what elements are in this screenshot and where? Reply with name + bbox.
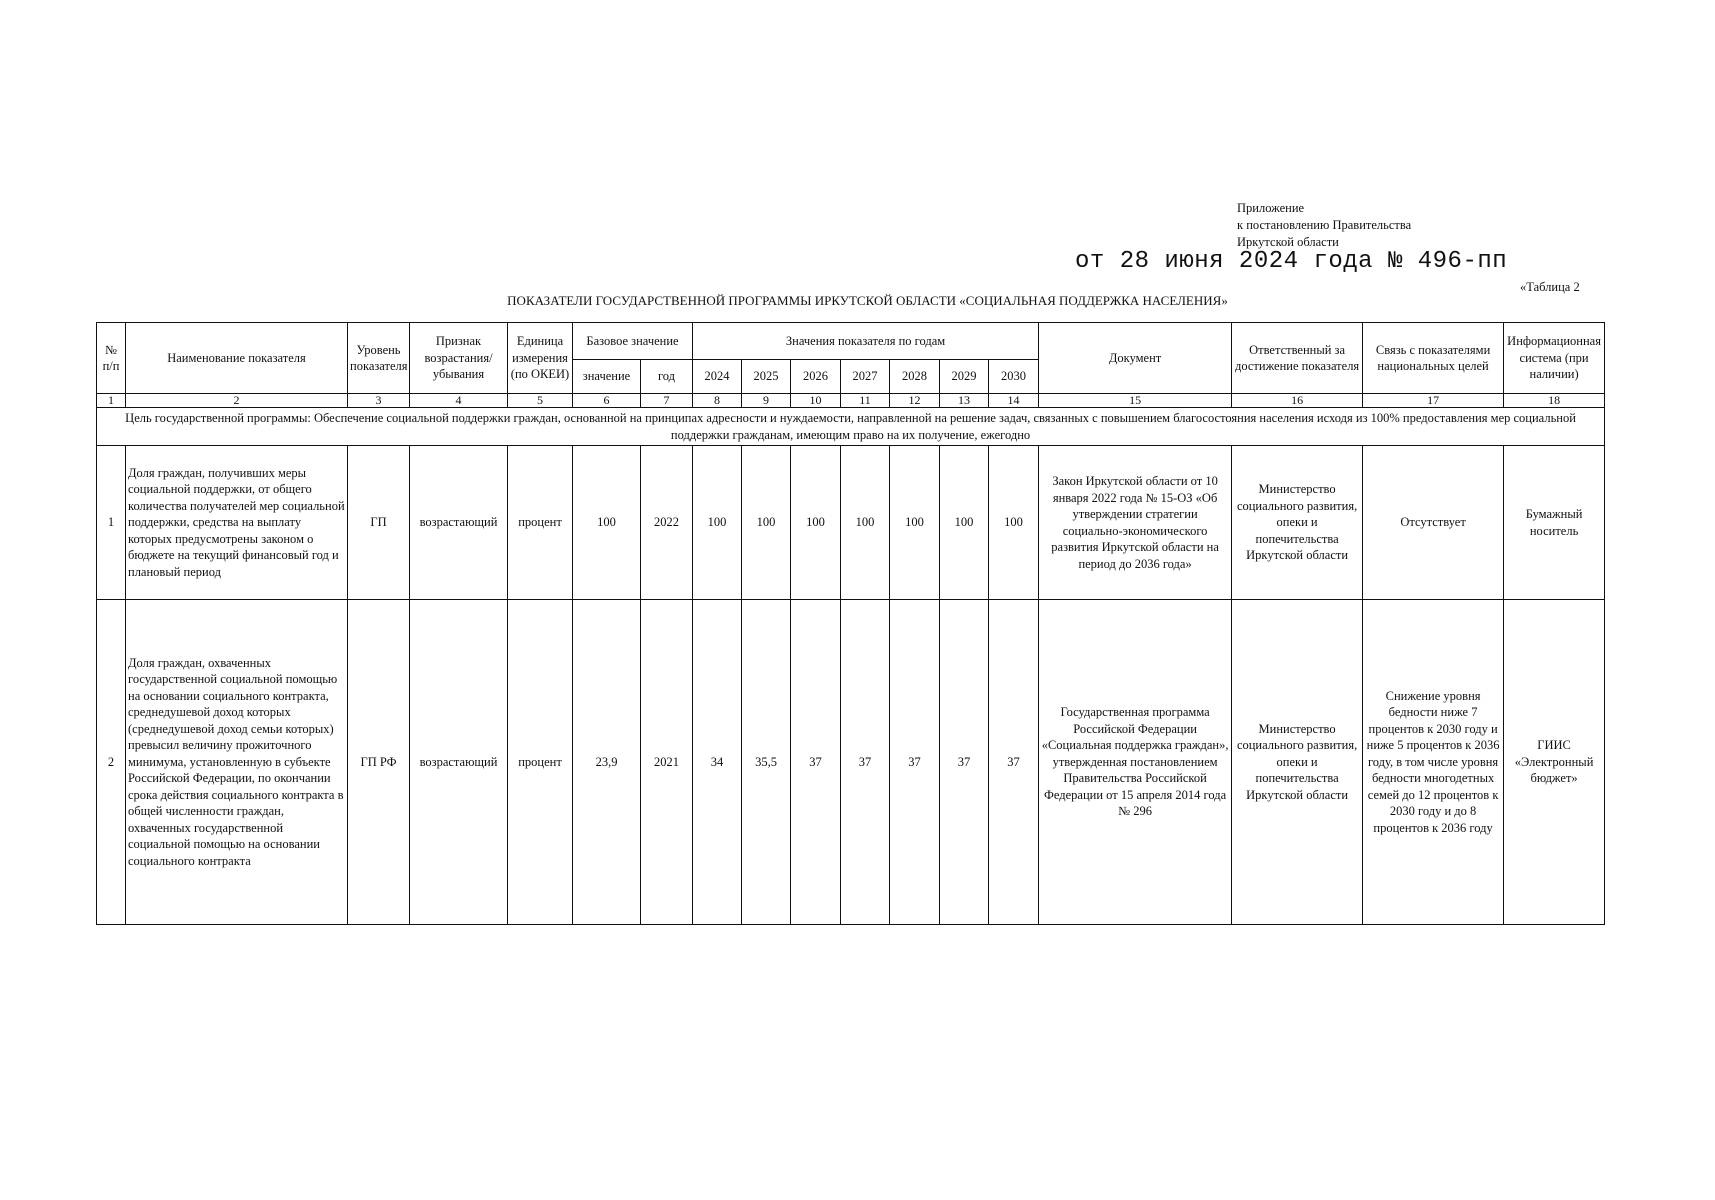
year-value: 100 bbox=[742, 446, 791, 600]
year-value: 37 bbox=[890, 600, 940, 925]
header-year: 2027 bbox=[841, 360, 890, 394]
annex-line: Приложение bbox=[1237, 201, 1305, 215]
table-row bbox=[97, 600, 1605, 925]
indicator-sign: возрастающий bbox=[410, 600, 508, 925]
indicator-name: Доля граждан, охваченных государственной социальной помощью на основании социального контракта, среднедушевой доход которых (среднедушевой доход семьи которых) превысил величину прожиточного минимума, установленную в субъекте Российской Федерации, по окончании срока действия социального контракта в общей численности граждан, охваченных государственной социальной помощью на основании социального контракта bbox=[126, 600, 348, 925]
column-number: 15 bbox=[1039, 394, 1232, 408]
row-num: 1 bbox=[97, 446, 126, 600]
indicator-responsible: Министерство социального развития, опеки и попечительства Иркутской области bbox=[1232, 446, 1363, 600]
program-goal: Цель государственной программы: Обеспечение социальной поддержки граждан, основанной на принципах адресности и нуждаемости, направленной на решение задач, связанных с повышением благосостояния населения исходя из 100% предоставления мер социальной поддержки гражданам, имеющим право на их получение, ежегодно bbox=[97, 408, 1605, 446]
column-number: 13 bbox=[940, 394, 989, 408]
year-value: 37 bbox=[791, 600, 841, 925]
header-infosys: Информационная система (при наличии) bbox=[1504, 323, 1605, 394]
indicator-document: Закон Иркутской области от 10 января 2022 года № 15-ОЗ «Об утверждении стратегии социально-экономического развития Иркутской области на период до 2036 года» bbox=[1039, 446, 1232, 600]
annex-block bbox=[1237, 200, 1411, 251]
column-number: 9 bbox=[742, 394, 791, 408]
indicator-document: Государственная программа Российской Федерации «Социальная поддержка граждан», утвержденная постановлением Правительства Российской Федерации от 15 апреля 2014 года № 296 bbox=[1039, 600, 1232, 925]
national-goal-link: Отсутствует bbox=[1363, 446, 1504, 600]
header-year: 2024 bbox=[693, 360, 742, 394]
year-value: 100 bbox=[940, 446, 989, 600]
national-goal-link: Снижение уровня бедности ниже 7 процентов к 2030 году и ниже 5 процентов к 2036 году, в том числе уровня бедности многодетных семей до 12 процентов к 2030 году и до 8 процентов к 2036 году bbox=[1363, 600, 1504, 925]
year-value: 37 bbox=[989, 600, 1039, 925]
year-value: 35,5 bbox=[742, 600, 791, 925]
annex-line: Иркутской области bbox=[1237, 235, 1339, 249]
header-document: Документ bbox=[1039, 323, 1232, 394]
indicator-responsible: Министерство социального развития, опеки и попечительства Иркутской области bbox=[1232, 600, 1363, 925]
indicator-unit: процент bbox=[508, 446, 573, 600]
column-number: 6 bbox=[573, 394, 641, 408]
header-years-group: Значения показателя по годам bbox=[693, 323, 1039, 360]
column-number: 8 bbox=[693, 394, 742, 408]
column-number: 7 bbox=[641, 394, 693, 408]
column-number: 3 bbox=[348, 394, 410, 408]
indicator-sign: возрастающий bbox=[410, 446, 508, 600]
column-number: 5 bbox=[508, 394, 573, 408]
table-label: «Таблица 2 bbox=[1520, 280, 1580, 294]
indicators-table bbox=[96, 322, 1605, 925]
header-link: Связь с показателями национальных целей bbox=[1363, 323, 1504, 394]
year-value: 100 bbox=[791, 446, 841, 600]
column-number: 12 bbox=[890, 394, 940, 408]
header-year: 2025 bbox=[742, 360, 791, 394]
column-number: 10 bbox=[791, 394, 841, 408]
header-name: Наименование показателя bbox=[126, 323, 348, 394]
header-num: № п/п bbox=[97, 323, 126, 394]
table-row bbox=[97, 446, 1605, 600]
year-value: 37 bbox=[940, 600, 989, 925]
information-system: ГИИС «Электронный бюджет» bbox=[1504, 600, 1605, 925]
column-number: 1 bbox=[97, 394, 126, 408]
column-number: 14 bbox=[989, 394, 1039, 408]
header-responsible: Ответственный за достижение показателя bbox=[1232, 323, 1363, 394]
column-numbers-row bbox=[97, 394, 1605, 408]
header-base-year: год bbox=[641, 360, 693, 394]
base-value: 100 bbox=[573, 446, 641, 600]
year-value: 37 bbox=[841, 600, 890, 925]
header-year: 2030 bbox=[989, 360, 1039, 394]
header-sign: Признак возрастания/убывания bbox=[410, 323, 508, 394]
indicator-level: ГП bbox=[348, 446, 410, 600]
column-number: 17 bbox=[1363, 394, 1504, 408]
header-base: Базовое значение bbox=[573, 323, 693, 360]
year-value: 100 bbox=[693, 446, 742, 600]
annex-line: к постановлению Правительства bbox=[1237, 218, 1412, 232]
header-year: 2029 bbox=[940, 360, 989, 394]
base-year: 2022 bbox=[641, 446, 693, 600]
header-level: Уровень показателя bbox=[348, 323, 410, 394]
column-number: 16 bbox=[1232, 394, 1363, 408]
year-value: 100 bbox=[841, 446, 890, 600]
base-year: 2021 bbox=[641, 600, 693, 925]
decree-stamp: от 28 июня 2024 года № 496-пп bbox=[1075, 248, 1508, 275]
header-year: 2028 bbox=[890, 360, 940, 394]
indicator-name: Доля граждан, получивших меры социальной поддержки, от общего количества получателей мер социальной поддержки, средства на выплату которых предусмотрены законом о бюджете на текущий финансовый год и плановый период bbox=[126, 446, 348, 600]
document-title: ПОКАЗАТЕЛИ ГОСУДАРСТВЕННОЙ ПРОГРАММЫ ИРКУТСКОЙ ОБЛАСТИ «СОЦИАЛЬНАЯ ПОДДЕРЖКА НАСЕЛЕНИЯ» bbox=[507, 293, 1228, 308]
column-number: 11 bbox=[841, 394, 890, 408]
header-base-value: значение bbox=[573, 360, 641, 394]
indicator-unit: процент bbox=[508, 600, 573, 925]
column-number: 18 bbox=[1504, 394, 1605, 408]
information-system: Бумажный носитель bbox=[1504, 446, 1605, 600]
column-number: 4 bbox=[410, 394, 508, 408]
column-number: 2 bbox=[126, 394, 348, 408]
row-num: 2 bbox=[97, 600, 126, 925]
indicator-level: ГП РФ bbox=[348, 600, 410, 925]
header-year: 2026 bbox=[791, 360, 841, 394]
base-value: 23,9 bbox=[573, 600, 641, 925]
year-value: 34 bbox=[693, 600, 742, 925]
header-unit: Единица измерения (по ОКЕИ) bbox=[508, 323, 573, 394]
goal-row bbox=[97, 408, 1605, 446]
year-value: 100 bbox=[989, 446, 1039, 600]
year-value: 100 bbox=[890, 446, 940, 600]
